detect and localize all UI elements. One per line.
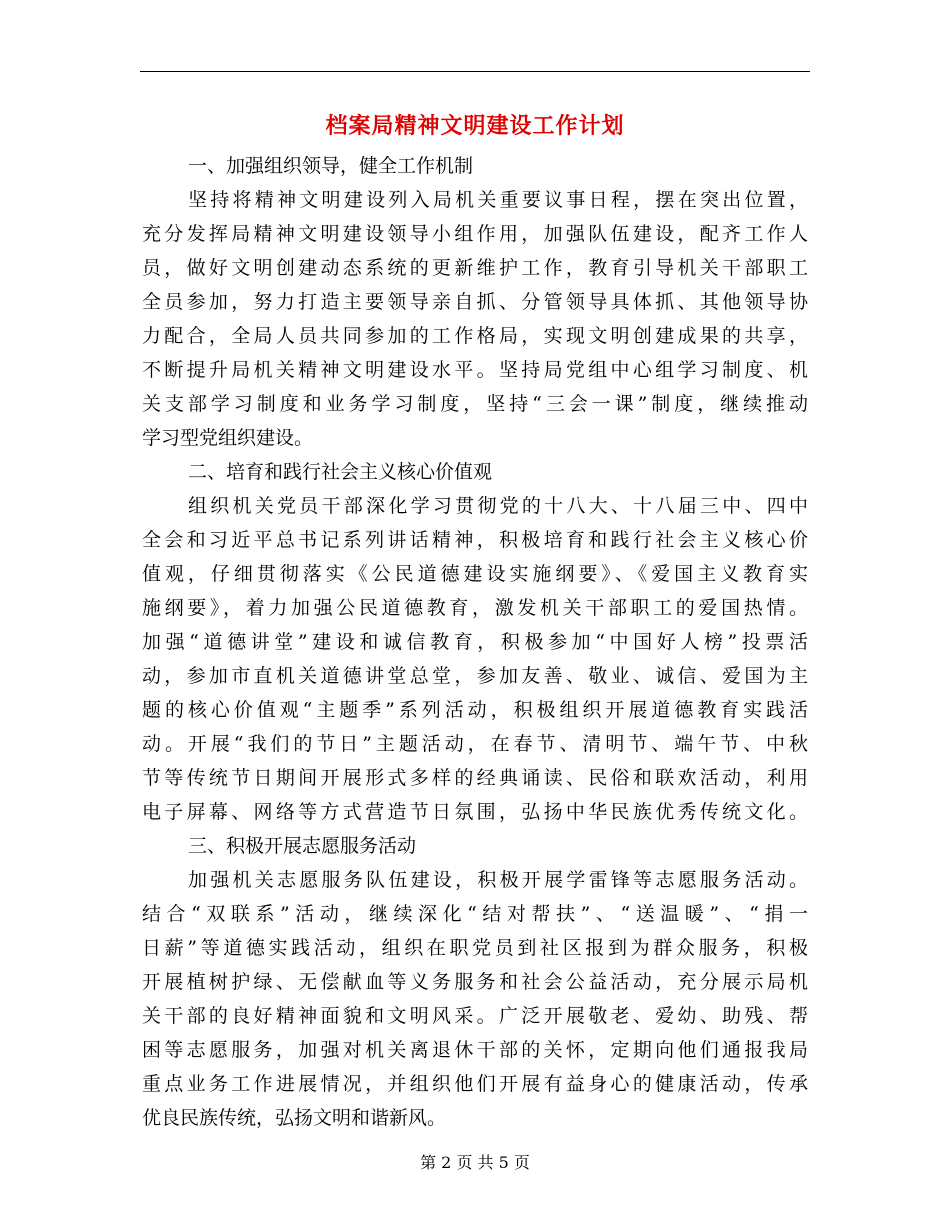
- paragraph-line: 加强机关志愿服务队伍建设，积极开展学雷锋等志愿服务活动。: [188, 869, 808, 891]
- header-rule: [140, 71, 810, 72]
- paragraph-line: 组织机关党员干部深化学习贯彻党的十八大、十八届三中、四中: [188, 495, 808, 517]
- paragraph-line: 节等传统节日期间开展形式多样的经典诵读、民俗和联欢活动，利用: [142, 767, 808, 789]
- paragraph-line: 不断提升局机关精神文明建设水平。坚持局党组中心组学习制度、机: [142, 359, 808, 381]
- paragraph-line: 电子屏幕、网络等方式营造节日氛围，弘扬中华民族优秀传统文化。: [142, 801, 808, 823]
- document-title: 档案局精神文明建设工作计划: [325, 114, 625, 139]
- paragraph-line: 施纲要》，着力加强公民道德教育，激发机关干部职工的爱国热情。: [142, 597, 808, 619]
- section-heading-3: 三、积极开展志愿服务活动: [188, 835, 417, 857]
- document-body: [142, 149, 808, 1135]
- page-number: 第 2 页 共 5 页: [420, 1153, 530, 1172]
- paragraph-line: 开展植树护绿、无偿献血等义务服务和社会公益活动，充分展示局机: [142, 971, 808, 993]
- paragraph-line: 日薪”等道德实践活动，组织在职党员到社区报到为群众服务，积极: [142, 937, 808, 959]
- paragraph-line: 关支部学习制度和业务学习制度，坚持“三会一课”制度，继续推动: [142, 393, 808, 415]
- paragraph-line: 加强“道德讲堂”建设和诚信教育，积极参加“中国好人榜”投票活: [142, 631, 808, 653]
- paragraph-line: 力配合，全局人员共同参加的工作格局，实现文明创建成果的共享，: [142, 325, 808, 347]
- section-heading-1: 一、加强组织领导，健全工作机制: [188, 155, 474, 177]
- section-heading-2: 二、培育和践行社会主义核心价值观: [188, 461, 493, 483]
- paragraph-line: 关干部的良好精神面貌和文明风采。广泛开展敬老、爱幼、助残、帮: [142, 1005, 808, 1027]
- paragraph-line: 动。开展“我们的节日”主题活动，在春节、清明节、端午节、中秋: [142, 733, 808, 755]
- paragraph-line: 坚持将精神文明建设列入局机关重要议事日程，摆在突出位置，: [188, 189, 808, 211]
- paragraph-line: 全员参加，努力打造主要领导亲自抓、分管领导具体抓、其他领导协: [142, 291, 808, 313]
- paragraph-line: 值观，仔细贯彻落实《公民道德建设实施纲要》、《爱国主义教育实: [142, 563, 808, 585]
- paragraph-line: 优良民族传统，弘扬文明和谐新风。: [142, 1107, 447, 1129]
- paragraph-line: 困等志愿服务，加强对机关离退休干部的关怀，定期向他们通报我局: [142, 1039, 808, 1061]
- paragraph-line: 动，参加市直机关道德讲堂总堂，参加友善、敬业、诚信、爱国为主: [142, 665, 808, 687]
- paragraph-line: 学习型党组织建设。: [142, 427, 314, 449]
- paragraph-line: 员，做好文明创建动态系统的更新维护工作，教育引导机关干部职工: [142, 257, 808, 279]
- paragraph-line: 结合“双联系”活动，继续深化“结对帮扶”、“送温暖”、“捐一: [142, 903, 808, 925]
- paragraph-line: 重点业务工作进展情况，并组织他们开展有益身心的健康活动，传承: [142, 1073, 808, 1095]
- paragraph-line: 充分发挥局精神文明建设领导小组作用，加强队伍建设，配齐工作人: [142, 223, 808, 245]
- paragraph-line: 题的核心价值观“主题季”系列活动，积极组织开展道德教育实践活: [142, 699, 808, 721]
- paragraph-line: 全会和习近平总书记系列讲话精神，积极培育和践行社会主义核心价: [142, 529, 808, 551]
